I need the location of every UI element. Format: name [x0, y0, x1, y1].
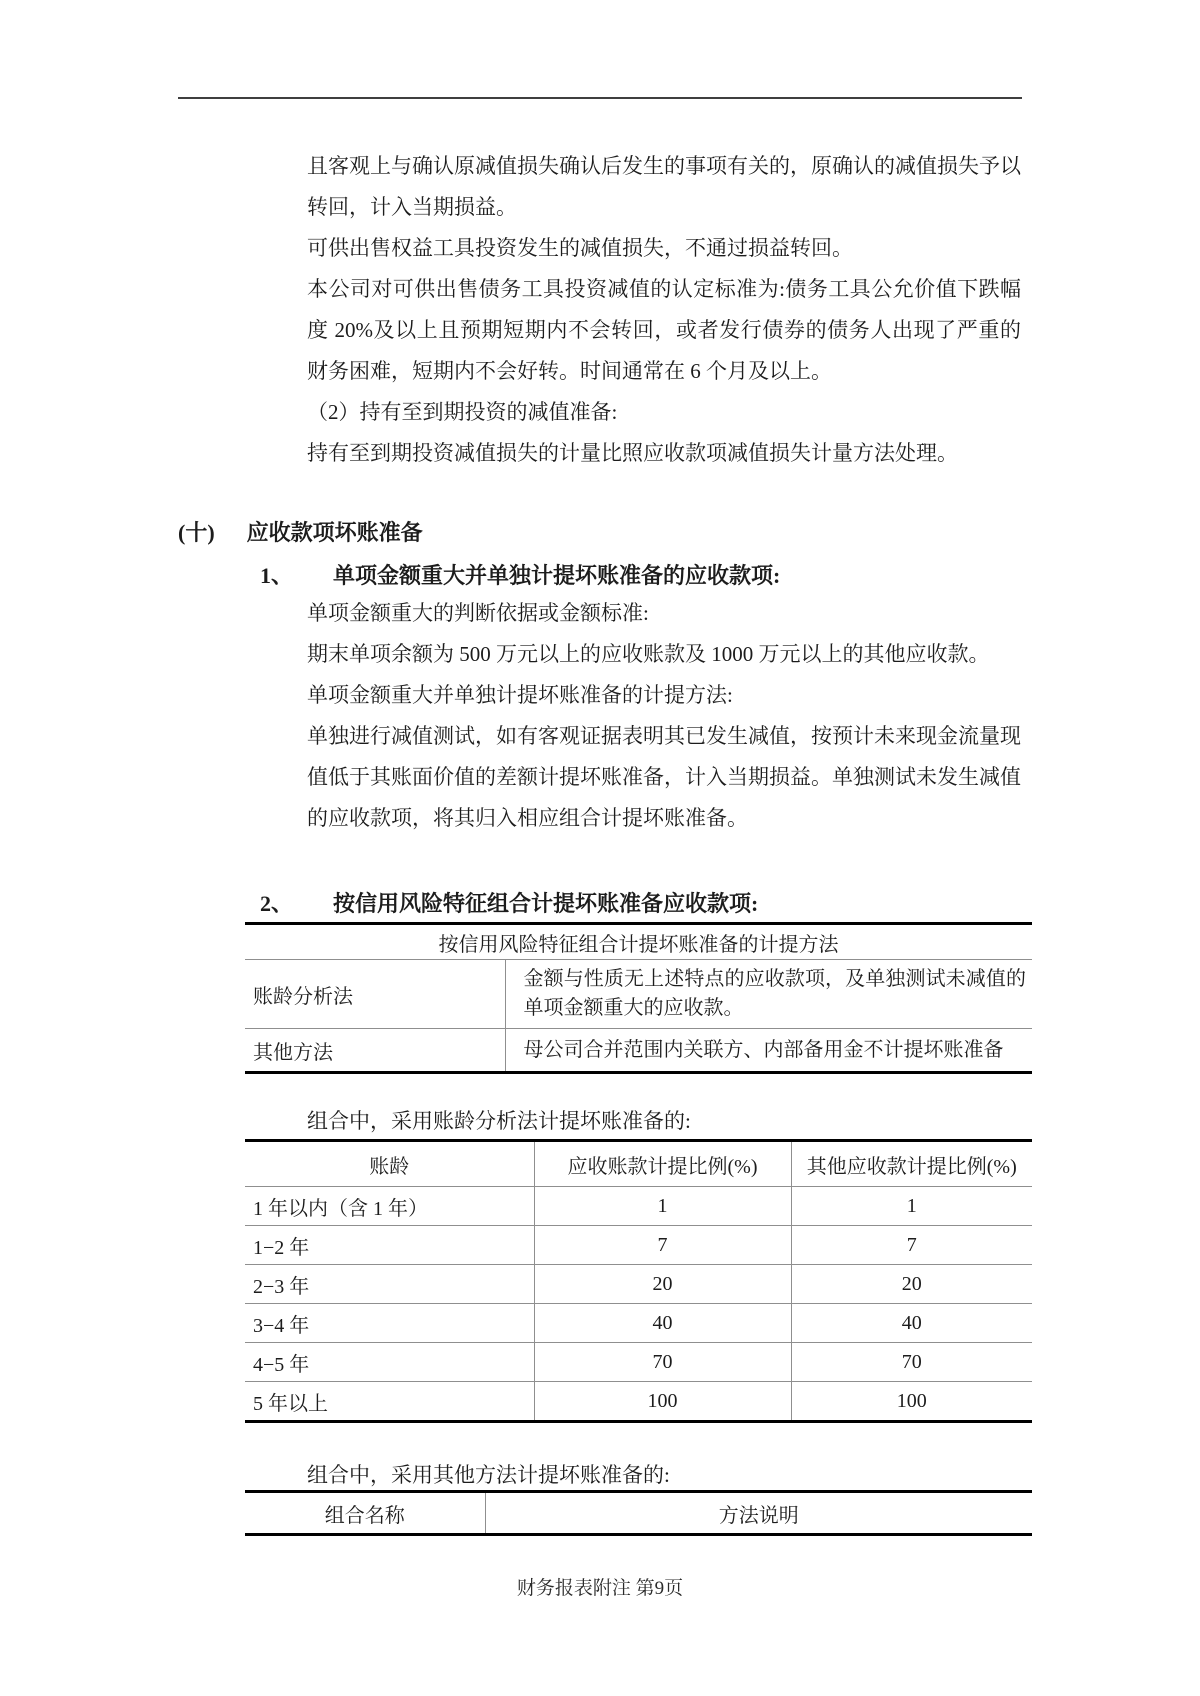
item2-number: 2、 [260, 891, 294, 916]
table-row [245, 1226, 1032, 1265]
table-header-row [245, 1141, 1032, 1187]
aging-table-intro: 组合中，采用账龄分析法计提坏账准备的: [307, 1109, 691, 1133]
table-header-cell: 方法说明 [718, 1504, 799, 1527]
table-row [245, 1029, 1032, 1073]
aging-analysis-table-wrap [245, 1139, 1032, 1423]
table-cell-other-ratio: 7 [791, 1226, 1032, 1265]
table-row [245, 960, 1032, 1029]
item1-heading [260, 560, 780, 592]
table-cell-age: 2−3 年 [245, 1265, 534, 1304]
item1-number: 1、 [260, 563, 294, 588]
table-cell-age: 4−5 年 [245, 1343, 534, 1382]
table-cell-other-ratio: 70 [791, 1343, 1032, 1382]
table-cell-ar-ratio: 40 [534, 1304, 791, 1343]
table-row [245, 1304, 1032, 1343]
intro-paragraphs [307, 146, 1021, 474]
paragraph: 单项金额重大并单独计提坏账准备的计提方法: [307, 683, 733, 707]
other-table-intro: 组合中，采用其他方法计提坏账准备的: [307, 1463, 670, 1487]
paragraph: 单项金额重大的判断依据或金额标准: [307, 601, 649, 625]
item1-title: 单项金额重大并单独计提坏账准备的应收款项: [333, 563, 781, 588]
paragraph: 期末单项余额为 500 万元以上的应收账款及 1000 万元以上的其他应收款。 [307, 642, 990, 666]
other-method-table [245, 1490, 1032, 1536]
other-method-table-wrap [245, 1490, 1032, 1536]
table-header-cell: 账龄 [245, 1141, 534, 1187]
provision-method-table-wrap [245, 922, 1032, 1074]
table-row [245, 1343, 1032, 1382]
table-cell-age: 1−2 年 [245, 1226, 534, 1265]
table-cell-ar-ratio: 70 [534, 1343, 791, 1382]
table-cell-ar-ratio: 100 [534, 1382, 791, 1422]
table-cell-age: 3−4 年 [245, 1304, 534, 1343]
paragraph: 本公司对可供出售债务工具投资减值的认定标准为:债务工具公允价值下跌幅度 20%及以上且预期短期内不会转回，或者发行债券的债务人出现了严重的财务困难，短期内不会好转。时间通常在 6 个月及以上。 [307, 277, 1021, 383]
section-heading [178, 517, 423, 549]
table-row [245, 1265, 1032, 1304]
table-cell-other-ratio: 100 [896, 1389, 927, 1412]
table-cell-description: 金额与性质无上述特点的应收款项，及单独测试未减值的单项金额重大的应收款。 [505, 960, 1032, 1029]
page-header-rule [178, 97, 1022, 99]
table-cell-other-ratio: 40 [791, 1304, 1032, 1343]
section-title: 应收款项坏账准备 [246, 520, 423, 545]
table-cell-method: 其他方法 [245, 1029, 505, 1073]
paragraph: 且客观上与确认原减值损失确认后发生的事项有关的，原确认的减值损失予以转回，计入当期损益。 [307, 154, 1021, 219]
table-caption: 按信用风险特征组合计提坏账准备的计提方法 [245, 924, 1032, 960]
provision-method-table [245, 922, 1032, 1074]
table-row [245, 924, 1032, 960]
section-number: (十) [178, 520, 215, 545]
table-cell-description: 母公司合并范围内关联方、内部备用金不计提坏账准备 [523, 1038, 1004, 1061]
table-cell-method: 账龄分析法 [245, 960, 505, 1029]
aging-analysis-table [245, 1139, 1032, 1423]
paragraph: 单独进行减值测试，如有客观证据表明其已发生减值，按预计未来现金流量现值低于其账面价值的差额计提坏账准备，计入当期损益。单独测试未发生减值的应收款项，将其归入相应组合计提坏账准备。 [307, 724, 1021, 830]
paragraph: （2）持有至到期投资的减值准备: [307, 400, 618, 424]
paragraph: 可供出售权益工具投资发生的减值损失，不通过损益转回。 [307, 236, 853, 260]
table-cell-ar-ratio: 1 [534, 1187, 791, 1226]
table-cell-other-ratio: 20 [791, 1265, 1032, 1304]
item2-heading [260, 888, 758, 920]
page-footer: 财务报表附注 第9页 [516, 1578, 684, 1599]
table-cell-ar-ratio: 7 [534, 1226, 791, 1265]
table-header-cell: 应收账款计提比例(%) [534, 1141, 791, 1187]
paragraph: 持有至到期投资减值损失的计量比照应收款项减值损失计量方法处理。 [307, 441, 958, 465]
table-header-cell: 组合名称 [245, 1492, 485, 1535]
table-cell-ar-ratio: 20 [534, 1265, 791, 1304]
table-cell-other-ratio: 1 [791, 1187, 1032, 1226]
table-row [245, 1187, 1032, 1226]
table-header-row [245, 1492, 1032, 1535]
table-cell-age: 1 年以内（含 1 年） [245, 1187, 534, 1226]
item2-title: 按信用风险特征组合计提坏账准备应收款项: [333, 891, 759, 916]
table-row [245, 1382, 1032, 1422]
table-cell-age: 5 年以上 [245, 1382, 534, 1422]
table-header-cell: 其他应收款计提比例(%) [791, 1141, 1032, 1187]
item1-paragraphs [307, 593, 1021, 839]
